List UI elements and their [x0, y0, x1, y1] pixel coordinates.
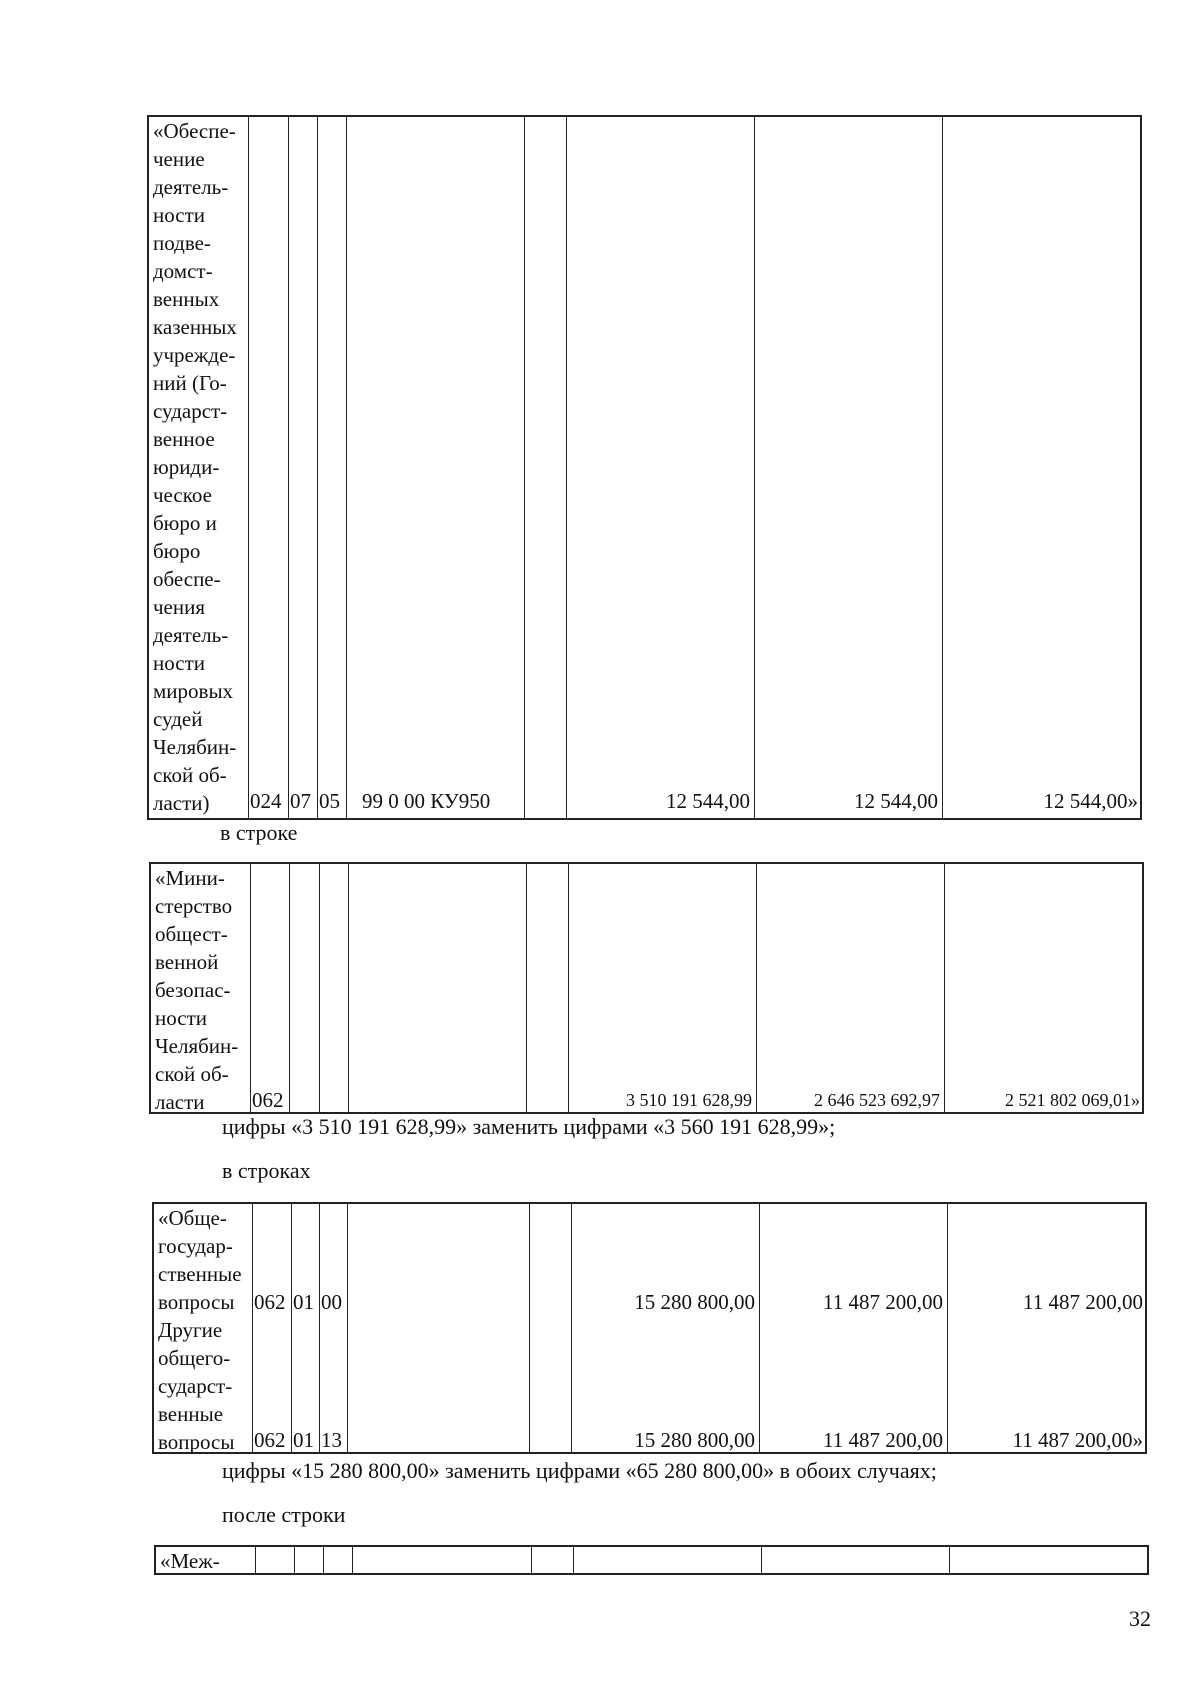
amount-year-2: 2 646 523 692,97 [814, 1090, 940, 1110]
csr-code: 99 0 00 КУ950 [362, 789, 491, 813]
table-1 [147, 115, 1142, 820]
table-4 [154, 1545, 1149, 1575]
table-2 [149, 862, 1144, 1114]
table-3 [152, 1202, 1147, 1454]
glrbs-code: 062 [252, 1088, 284, 1112]
text-in-row: в строке [220, 820, 298, 845]
row-name: «Мини- стерство общест- венной безопас- ности Челябин- ской об- ласти [155, 866, 239, 1114]
rz-code: 07 [290, 789, 311, 813]
amount-year-1: 3 510 191 628,99 [626, 1090, 752, 1110]
page-number: 32 [1129, 1606, 1151, 1631]
amount-year-3: 11 487 200,00» [1012, 1428, 1143, 1452]
amount-year-2: 11 487 200,00 [823, 1290, 943, 1314]
pr-code: 05 [319, 789, 340, 813]
glrbs-code: 062 [254, 1290, 286, 1314]
amount-year-1: 15 280 800,00 [634, 1428, 755, 1452]
amount-year-3: 2 521 802 069,01» [1005, 1090, 1140, 1110]
glrbs-code: 062 [254, 1428, 286, 1452]
amount-year-1: 15 280 800,00 [634, 1290, 755, 1314]
amount-year-2: 12 544,00 [854, 789, 938, 813]
pr-code: 00 [321, 1290, 342, 1314]
amount-year-1: 12 544,00 [666, 789, 750, 813]
amount-year-3: 12 544,00» [1043, 789, 1138, 813]
row-name: «Обеспе- чение деятель- ности подве- домст- венных казенных учрежде- ний (Го- сударст- венное юриди- ческое бюро и бюро обеспе- чения деятель- ности мировых судей Челябин- ской об- ласти) [153, 119, 237, 815]
row-name: «Меж- [160, 1549, 220, 1573]
text-after-row: после строки [222, 1502, 346, 1527]
row-name: «Обще- государ- ственные вопросы Другие общего- сударст- венные вопросы [158, 1206, 242, 1454]
text-in-rows: в строках [222, 1158, 311, 1183]
text-replace-2: цифры «15 280 800,00» заменить цифрами «65 280 800,00» в обоих случаях; [222, 1458, 937, 1483]
amount-year-3: 11 487 200,00 [1023, 1290, 1143, 1314]
rz-code: 01 [293, 1290, 314, 1314]
pr-code: 13 [321, 1428, 342, 1452]
glrbs-code: 024 [250, 789, 282, 813]
rz-code: 01 [293, 1428, 314, 1452]
text-replace-1: цифры «3 510 191 628,99» заменить цифрами «3 560 191 628,99»; [222, 1114, 836, 1139]
amount-year-2: 11 487 200,00 [823, 1428, 943, 1452]
